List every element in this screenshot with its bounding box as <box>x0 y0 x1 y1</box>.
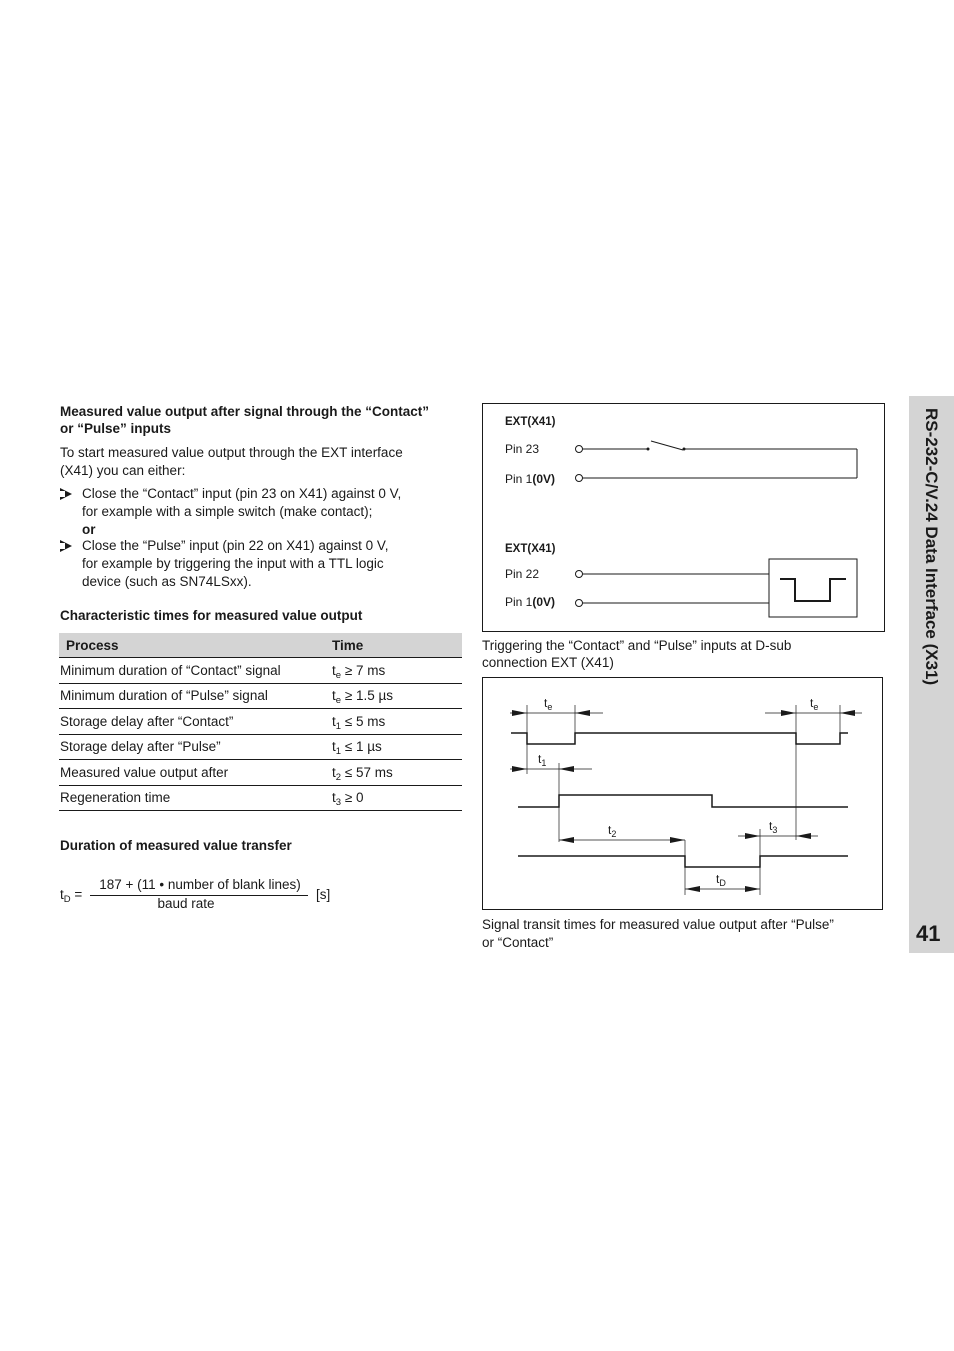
pin1-terminal-top <box>576 475 583 482</box>
chapter-side-tab <box>909 396 954 953</box>
time-symbol: t <box>332 662 336 678</box>
time-value: ≤ 1 µs <box>341 739 382 755</box>
diagram1-caption <box>482 637 791 671</box>
time-subscript: 3 <box>335 797 342 809</box>
arrow-icon <box>745 833 760 839</box>
input-signal-trace <box>511 733 848 744</box>
header-process: Process <box>59 633 332 658</box>
table-row <box>59 734 462 760</box>
time-subscript: e <box>335 669 342 681</box>
time-value: ≤ 5 ms <box>341 713 386 729</box>
cell-time <box>332 658 462 684</box>
formula-lhs <box>60 886 82 904</box>
tD-label: $t_D$ <box>716 872 726 888</box>
table-row <box>59 658 462 684</box>
cell-process: Minimum duration of “Pulse” signal <box>59 683 332 709</box>
arrow-icon <box>685 886 700 892</box>
bullet-arrow-icon <box>60 540 72 552</box>
bullet-pulse-line-1: Close the “Pulse” input (pin 22 on X41) against 0 V, <box>82 538 389 553</box>
intro-paragraph <box>60 444 403 480</box>
time-subscript: 1 <box>335 720 342 732</box>
ext-label-top: EXT(X41) <box>505 416 556 428</box>
te-left-label: $t_e$ <box>544 696 553 712</box>
store-signal-trace <box>518 795 848 807</box>
cell-process: Measured value output after <box>59 760 332 786</box>
switch-contact-left <box>647 448 650 451</box>
time-subscript: e <box>335 695 342 707</box>
cell-process: Minimum duration of “Contact” signal <box>59 658 332 684</box>
t1-label: $t_1$ <box>538 752 547 768</box>
pin23-terminal <box>576 446 583 453</box>
pin22-terminal <box>576 571 583 578</box>
time-value: ≥ 1.5 µs <box>341 688 394 704</box>
pin1-label-top: Pin 1(0V) <box>505 472 556 486</box>
arrow-icon <box>670 837 685 843</box>
pin1-label-bottom: Pin 1(0V) <box>505 595 556 609</box>
header-time: Time <box>332 633 462 658</box>
times-heading: Characteristic times for measured value output <box>60 608 363 623</box>
pin1-terminal-bottom <box>576 600 583 607</box>
transfer-heading: Duration of measured value transfer <box>60 838 292 853</box>
cell-time <box>332 760 462 786</box>
arrow-icon <box>512 766 527 772</box>
chapter-title: RS-232-C/V.24 Data Interface (X31) <box>922 408 941 686</box>
ttl-pulse-box <box>769 559 857 617</box>
ext-label-bottom: EXT(X41) <box>505 543 556 555</box>
arrow-icon <box>840 710 855 716</box>
cell-process: Storage delay after “Pulse” <box>59 734 332 760</box>
times-table <box>59 633 462 811</box>
te-right-label: $t_e$ <box>810 696 819 712</box>
time-subscript: 2 <box>335 771 342 783</box>
diagram1-caption-line-1: Triggering the “Contact” and “Pulse” inputs at D-sub <box>482 638 792 653</box>
cell-process: Storage delay after “Contact” <box>59 709 332 735</box>
heading-line-2: or “Pulse” inputs <box>60 421 172 436</box>
arrow-icon <box>512 710 527 716</box>
arrow-icon <box>559 766 574 772</box>
bullet-contact-line-1: Close the “Contact” input (pin 23 on X41) against 0 V, <box>82 486 402 501</box>
formula-unit: [s] <box>316 887 331 902</box>
intro-line-2: (X41) you can either: <box>60 463 186 478</box>
cell-process: Regeneration time <box>59 785 332 811</box>
formula-denominator: baud rate <box>157 896 215 911</box>
intro-line-1: To start measured value output through the EXT interface <box>60 445 403 460</box>
bullet-contact-line-2: for example with a simple switch (make contact); <box>82 504 373 519</box>
section-heading <box>60 403 470 437</box>
table-row <box>59 785 462 811</box>
diagram2-caption <box>482 916 834 952</box>
bullet-pulse <box>60 537 388 591</box>
arrow-icon <box>575 710 590 716</box>
pin22-label: Pin 22 <box>505 567 540 581</box>
table-header-row <box>59 633 462 658</box>
arrow-icon <box>745 886 760 892</box>
time-symbol: t <box>332 790 336 806</box>
cell-time <box>332 734 462 760</box>
diagram2-caption-line-2: or “Contact” <box>482 935 554 950</box>
diagram1-caption-line-2: connection EXT (X41) <box>482 655 614 670</box>
t3-label: $t_3$ <box>769 819 778 835</box>
contact-pulse-diagram <box>482 403 886 633</box>
time-symbol: t <box>332 739 336 755</box>
page-number: 41 <box>916 921 941 946</box>
bullet-contact <box>60 485 401 538</box>
or-label: or <box>82 522 96 537</box>
diagram2-caption-line-1: Signal transit times for measured value output after “Pulse” <box>482 917 834 932</box>
output-signal-trace <box>518 856 848 867</box>
time-subscript: 1 <box>335 746 342 758</box>
arrow-icon <box>781 710 796 716</box>
time-value: ≤ 57 ms <box>341 764 393 780</box>
time-symbol: t <box>332 713 336 729</box>
formula-lhs-symbol: t <box>60 887 64 902</box>
time-symbol: t <box>332 764 336 780</box>
formula-lhs-subscript: D <box>63 894 71 905</box>
arrow-icon <box>796 833 811 839</box>
bullet-pulse-line-2: for example by triggering the input with a TTL logic <box>82 556 384 571</box>
transfer-formula <box>60 876 360 916</box>
switch-lever <box>651 441 683 450</box>
t2-label: $t_2$ <box>608 823 617 839</box>
cell-time <box>332 683 462 709</box>
formula-equals: = <box>70 887 83 902</box>
time-value: ≥ 7 ms <box>341 662 386 678</box>
diagram-frame <box>483 678 883 910</box>
table-row <box>59 709 462 735</box>
cell-time <box>332 785 462 811</box>
timing-diagram <box>482 677 884 911</box>
pin23-label: Pin 23 <box>505 442 540 456</box>
time-symbol: t <box>332 688 336 704</box>
heading-line-1: Measured value output after signal through the “Contact” <box>60 404 430 419</box>
arrow-icon <box>559 837 574 843</box>
formula-numerator: 187 + (11 • number of blank lines) <box>99 877 301 892</box>
table-row <box>59 683 462 709</box>
cell-time <box>332 709 462 735</box>
time-value: ≥ 0 <box>341 790 364 806</box>
bullet-pulse-line-3: device (such as SN74LSxx). <box>82 574 252 589</box>
table-row <box>59 760 462 786</box>
bullet-arrow-icon <box>60 488 72 500</box>
